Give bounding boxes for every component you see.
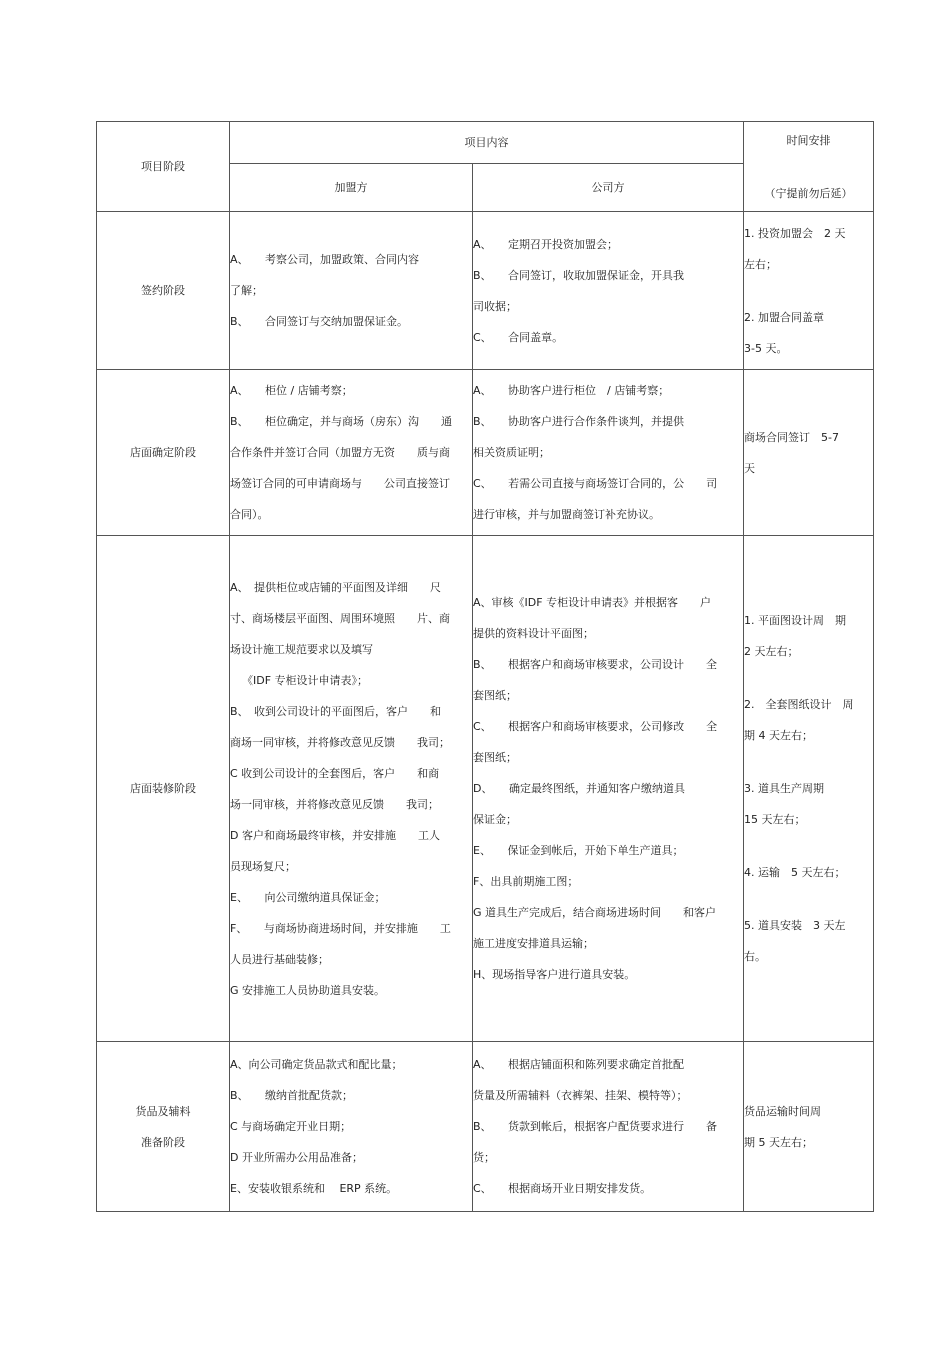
text-line: A、 根据店铺面积和陈列要求确定首批配	[473, 1058, 685, 1071]
franchisee-cell	[230, 212, 473, 370]
text-line: 保证金；	[473, 813, 517, 826]
header-content: 项目内容	[230, 122, 744, 164]
text-line: 4. 运输 5 天左右；	[744, 866, 846, 879]
text-line: 1. 投资加盟会 2 天	[744, 226, 846, 240]
text-line: B、 合同签订，收取加盟保证金，开具我	[473, 268, 685, 282]
text-line: B、 根据客户和商场审核要求，公司设计 全	[473, 658, 718, 671]
text-line: G 安排施工人员协助道具安装。	[230, 983, 386, 997]
stage-cell	[97, 212, 230, 370]
text-line: A、 考察公司，加盟政策、合同内容	[230, 253, 420, 266]
company-cell	[473, 212, 744, 370]
text-line: B、 货款到帐后，根据客户配货要求进行 备	[473, 1120, 718, 1133]
text-line: 套图纸；	[473, 751, 517, 764]
header-time-note: （宁提前勿后延）	[764, 186, 853, 200]
text-line: 了解；	[230, 284, 263, 297]
text-line: H、现场指导客户进行道具安装。	[473, 968, 636, 981]
franchisee-cell	[230, 1042, 473, 1212]
franchisee-cell	[230, 536, 473, 1042]
text-line: A、 提供柜位或店铺的平面图及详细 尺	[230, 580, 442, 594]
text-line: 寸、商场楼层平面图、周围环境照 片、商	[230, 611, 450, 625]
text-line: 15 天左右；	[744, 813, 806, 826]
text-line: 3. 道具生产周期	[744, 782, 824, 795]
stage-label: 准备阶段	[141, 1135, 185, 1149]
project-plan-table	[96, 121, 874, 1212]
header-time-label: 时间安排	[786, 133, 831, 147]
text-line: B、 合同签订与交纳加盟保证金。	[230, 315, 409, 328]
text-line: 商场一同审核，并将修改意见反馈 我司；	[230, 735, 450, 749]
stage-label: 货品及辅料	[135, 1104, 191, 1118]
text-line: 货品运输时间周	[744, 1104, 821, 1118]
text-line: C、 根据客户和商场审核要求，公司修改 全	[473, 720, 718, 733]
text-line: 2 天左右；	[744, 645, 799, 658]
text-line: 场设计施工规范要求以及填写	[230, 642, 373, 656]
text-line: 《IDF 专柜设计申请表》；	[242, 673, 369, 687]
text-line: 商场合同签订 5-7	[744, 430, 839, 444]
text-line: A、审核《IDF 专柜设计申请表》并根据客 户	[473, 596, 712, 609]
text-line: A、 柜位 / 店铺考察；	[230, 384, 353, 397]
time-cell	[744, 536, 874, 1042]
text-line: 左右；	[744, 257, 777, 271]
text-line: 2. 全套图纸设计 周	[744, 698, 854, 711]
stage-cell	[97, 370, 230, 536]
text-line: 司收据；	[473, 299, 517, 313]
stage-label: 店面确定阶段	[130, 446, 196, 459]
text-line: 货；	[473, 1151, 495, 1164]
text-line: 员现场复尺；	[230, 859, 296, 873]
header-time	[744, 122, 874, 212]
stage-label: 签约阶段	[141, 284, 185, 297]
franchisee-cell	[230, 370, 473, 536]
text-line: C、 若需公司直接与商场签订合同的，公 司	[473, 477, 718, 490]
text-line: 施工进度安排道具运输；	[473, 937, 594, 950]
header-company: 公司方	[473, 164, 744, 212]
stage-cell	[97, 1042, 230, 1212]
text-line: F、 与商场协商进场时间，并安排施 工	[230, 921, 451, 935]
text-line: C 收到公司设计的全套图后，客户 和商	[230, 766, 440, 780]
table-row	[97, 370, 874, 536]
text-line: 3-5 天。	[744, 341, 788, 355]
text-line: 场签订合同的可申请商场与 公司直接签订	[230, 477, 450, 490]
header-franchisee: 加盟方	[230, 164, 473, 212]
text-line: F、出具前期施工图；	[473, 875, 579, 888]
time-cell	[744, 1042, 874, 1212]
text-line: 合同）。	[230, 508, 269, 521]
text-line: C 与商场确定开业日期；	[230, 1120, 352, 1133]
text-line: A、向公司确定货品款式和配比量；	[230, 1058, 403, 1071]
text-line: A、 定期召开投资加盟会；	[473, 237, 619, 251]
text-line: 5. 道具安装 3 天左	[744, 919, 846, 932]
header-stage: 项目阶段	[97, 122, 230, 212]
table-row	[97, 212, 874, 370]
company-cell	[473, 536, 744, 1042]
text-line: B、 收到公司设计的平面图后，客户 和	[230, 704, 442, 718]
text-line: B、 协助客户进行合作条件谈判，并提供	[473, 415, 685, 428]
text-line: 进行审核，并与加盟商签订补充协议。	[473, 508, 660, 521]
text-line: 场一同审核，并将修改意见反馈 我司；	[230, 797, 439, 811]
text-line: 右。	[744, 950, 766, 963]
text-line: 相关资质证明；	[473, 446, 550, 459]
header-row-1	[97, 122, 874, 164]
table-row	[97, 1042, 874, 1212]
text-line: B、 柜位确定，并与商场（房东）沟 通	[230, 415, 453, 428]
text-line: B、 缴纳首批配货款；	[230, 1089, 354, 1102]
text-line: 期 5 天左右；	[744, 1135, 813, 1149]
text-line: 合作条件并签订合同（加盟方无资 质与商	[230, 446, 450, 459]
text-line: 提供的资料设计平面图；	[473, 627, 594, 640]
text-line: 套图纸；	[473, 689, 517, 702]
stage-label: 店面装修阶段	[130, 782, 196, 795]
stage-cell	[97, 536, 230, 1042]
text-line: 2. 加盟合同盖章	[744, 310, 824, 324]
text-line: 期 4 天左右；	[744, 729, 813, 742]
text-line: 人员进行基础装修；	[230, 952, 329, 966]
text-line: 天	[744, 461, 755, 475]
text-line: A、 协助客户进行柜位 / 店铺考察；	[473, 384, 670, 397]
text-line: D 客户和商场最终审核，并安排施 工人	[230, 828, 440, 842]
text-line: E、 保证金到帐后，开始下单生产道具；	[473, 844, 684, 857]
time-cell	[744, 212, 874, 370]
text-line: E、安装收银系统和 ERP 系统。	[230, 1182, 398, 1195]
time-cell	[744, 370, 874, 536]
text-line: D 开业所需办公用品准备；	[230, 1151, 363, 1164]
text-line: 1. 平面图设计周 期	[744, 614, 846, 627]
text-line: C、 合同盖章。	[473, 330, 564, 344]
text-line: E、 向公司缴纳道具保证金；	[230, 890, 386, 904]
table-row	[97, 536, 874, 1042]
company-cell	[473, 1042, 744, 1212]
text-line: 货量及所需辅料（衣裤架、挂架、模特等）；	[473, 1089, 688, 1102]
text-line: D、 确定最终图纸，并通知客户缴纳道具	[473, 782, 685, 795]
text-line: C、 根据商场开业日期安排发货。	[473, 1182, 652, 1195]
text-line: G 道具生产完成后，结合商场进场时间 和客户	[473, 906, 717, 919]
company-cell	[473, 370, 744, 536]
